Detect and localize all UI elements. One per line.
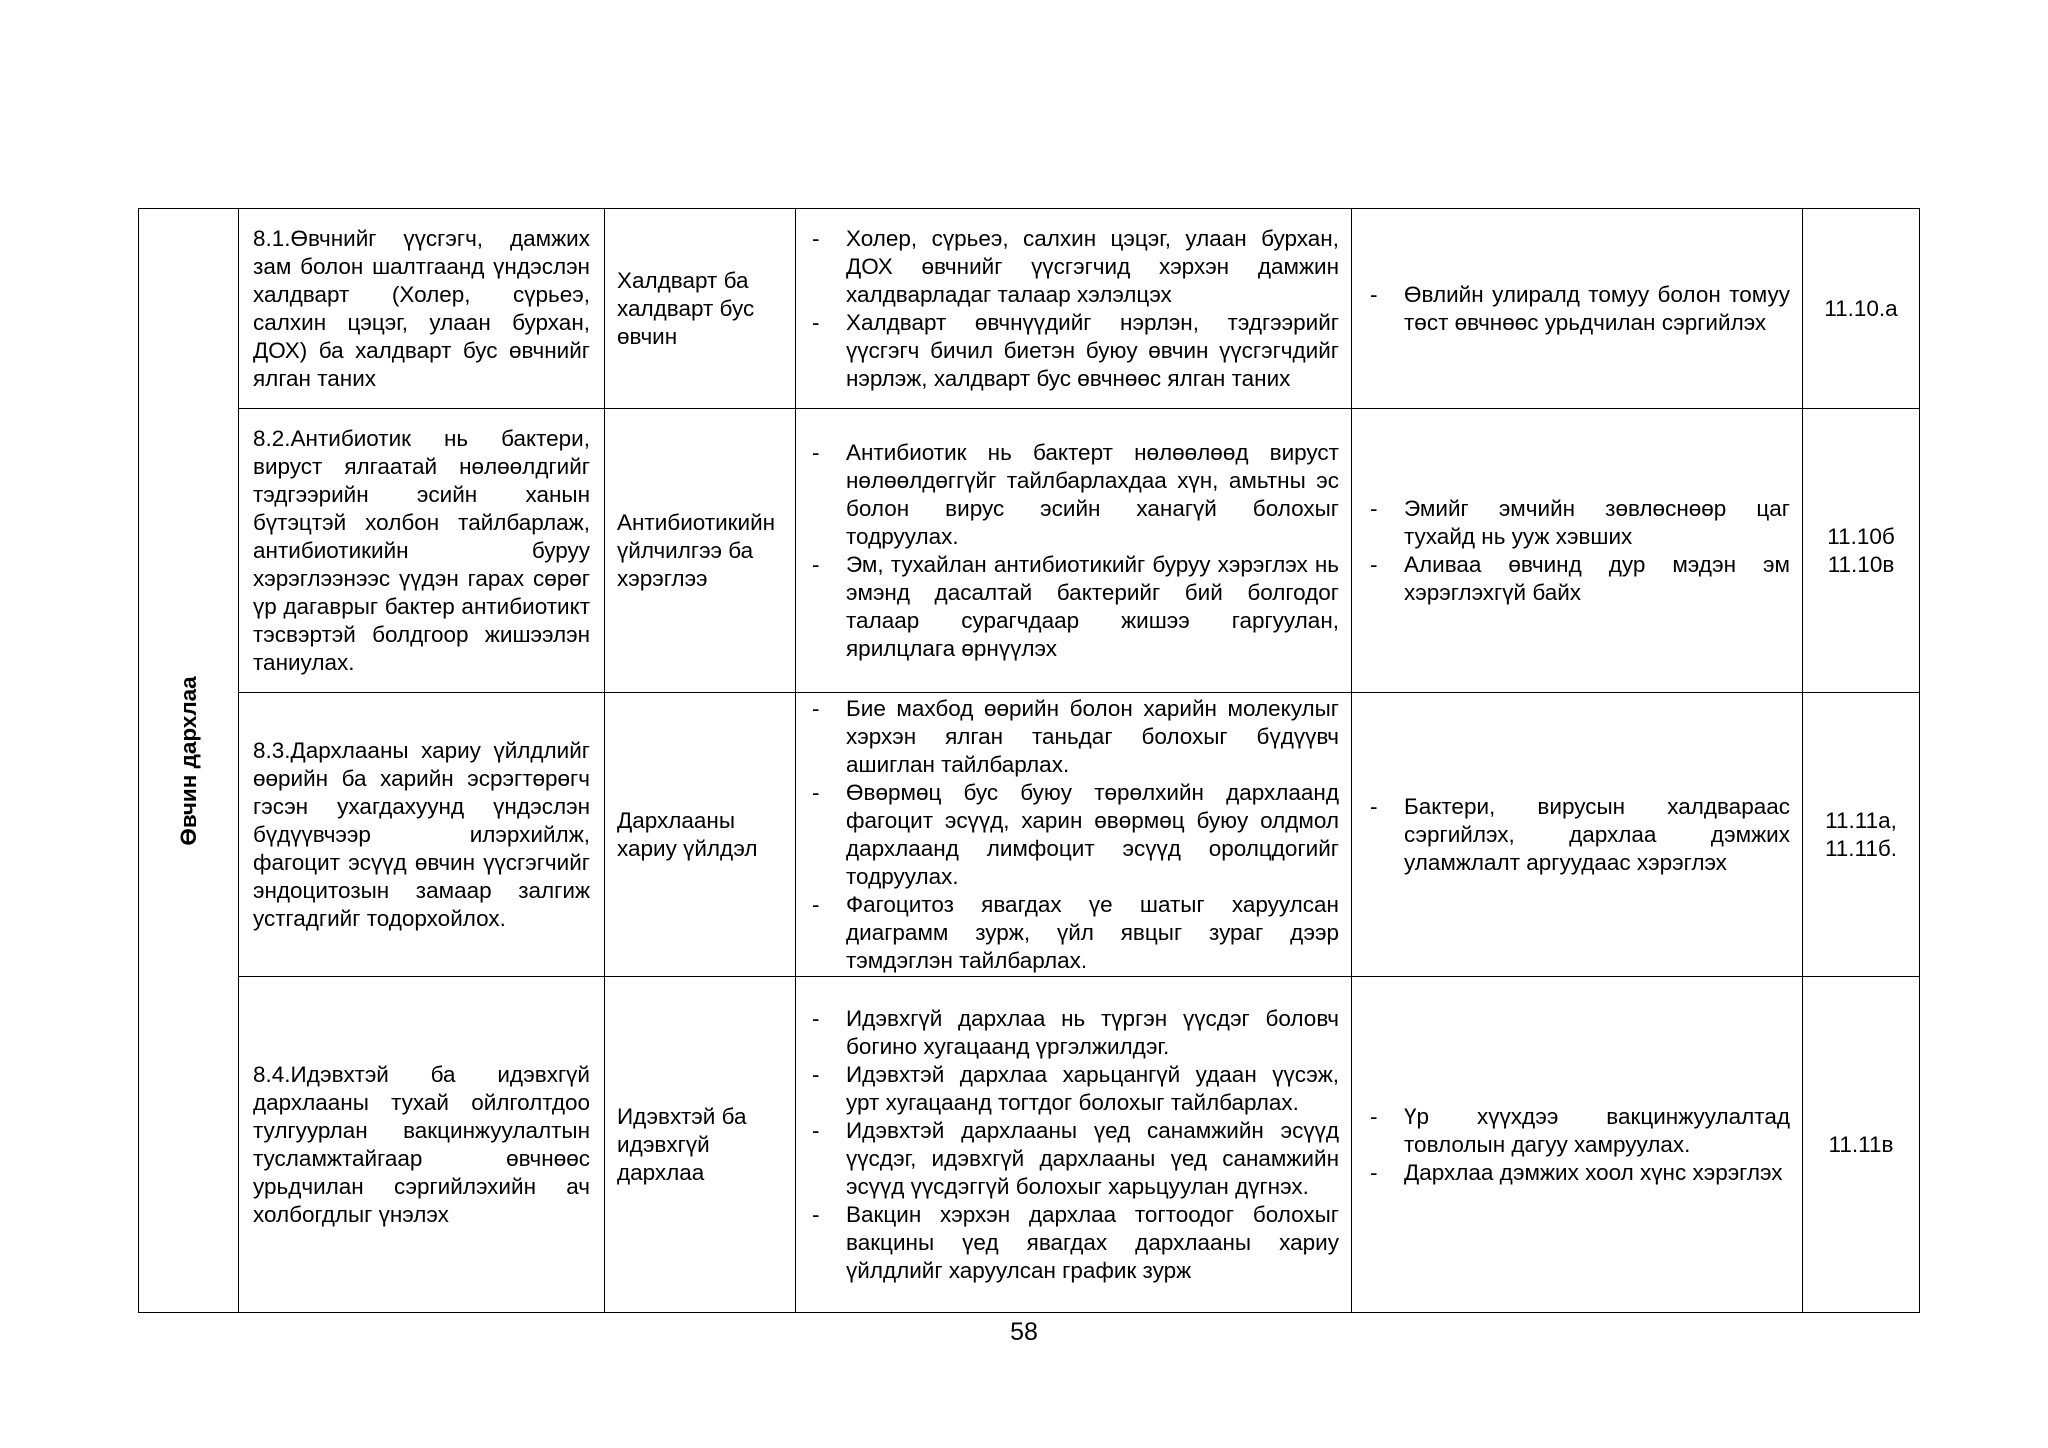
recommendations-cell [1352, 977, 1803, 1313]
dash-bullet: - [1370, 793, 1378, 819]
recommendations-cell [1352, 409, 1803, 693]
recommendations-list [1366, 281, 1790, 337]
code-text: 11.11в [1828, 1131, 1894, 1157]
objective-cell [239, 977, 605, 1313]
activity-text: Фагоцитоз явагдах үе шатыг харуулсан диаграмм зурж, үйл явцыг зураг дээр тэмдэглэн тайлбарлах. [846, 891, 1339, 973]
recommendation-text: Өвлийн улиралд томуу болон томуу төст өвчнөөс урьдчилан сэргийлэх [1404, 281, 1790, 335]
objective-text: 8.1.Өвчнийг үүсгэгч, дамжих зам болон шалтгаанд үндэслэн халдварт (Холер, сүрьеэ, салхин цэцэг, улаан бурхан, ДОХ) ба халдварт бус өвчнийг ялган таних [253, 225, 590, 391]
list-item [1366, 1103, 1790, 1159]
dash-bullet: - [1370, 495, 1378, 521]
topic-text: Халдварт ба халдварт бус өвчин [617, 267, 755, 349]
dash-bullet: - [1370, 1103, 1378, 1129]
table-row [139, 409, 1920, 693]
activity-text: Халдварт өвчнүүдийг нэрлэн, тэдгээрийг үүсгэгч бичил биетэн буюу өвчин үүсгэгчдийг нэрлэж, халдварт бус өвчнөөс ялган таних [846, 309, 1339, 391]
dash-bullet: - [812, 439, 820, 465]
activities-list [808, 1005, 1339, 1285]
topic-cell [605, 209, 796, 409]
dash-bullet: - [1370, 281, 1378, 307]
code-text: 11.10.а [1824, 295, 1898, 321]
list-item [1366, 495, 1790, 551]
recommendation-text: Бактери, вирусын халдвараас сэргийлэх, дархлаа дэмжих уламжлалт аргуудаас хэрэглэх [1404, 793, 1790, 875]
activities-list [808, 225, 1339, 393]
dash-bullet: - [812, 1061, 820, 1087]
list-item [808, 551, 1339, 663]
dash-bullet: - [812, 225, 820, 251]
code-cell [1803, 693, 1920, 977]
list-item [808, 779, 1339, 891]
topic-cell [605, 977, 796, 1313]
table-row [139, 977, 1920, 1313]
recommendation-text: Үр хүүхдээ вакцинжуулалтад товлолын дагуу хамруулах. [1404, 1103, 1790, 1157]
list-item [808, 225, 1339, 309]
objective-cell [239, 409, 605, 693]
recommendation-text: Дархлаа дэмжих хоол хүнс хэрэглэх [1404, 1159, 1783, 1185]
dash-bullet: - [812, 309, 820, 335]
list-item [1366, 281, 1790, 337]
list-item [808, 1005, 1339, 1061]
objective-cell [239, 693, 605, 977]
list-item [1366, 1159, 1790, 1187]
recommendations-list [1366, 495, 1790, 607]
list-item [808, 1061, 1339, 1117]
activity-text: Идэвхгүй дархлаа нь түргэн үүсдэг боловч богино хугацаанд үргэлжилдэг. [846, 1005, 1339, 1059]
objective-text: 8.4.Идэвхтэй ба идэвхгүй дархлааны тухай ойлголтдоо тулгуурлан вакцинжуулалтын тусламжтайгаар өвчнөөс урьдчилан сэргийлэхийн ач холбогдлыг үнэлэх [253, 1061, 590, 1227]
recommendations-list [1366, 793, 1790, 877]
list-item [808, 1117, 1339, 1201]
activity-text: Идэвхтэй дархлааны үед санамжийн эсүүд үүсдэг, идэвхгүй дархлааны үед санамжийн эсүүд үүсдэггүй болохыг харьцуулан дүгнэх. [846, 1117, 1339, 1199]
dash-bullet: - [1370, 551, 1378, 577]
activities-cell [796, 693, 1352, 977]
code-text: 11.10б [1827, 523, 1895, 549]
activity-text: Холер, сүрьеэ, салхин цэцэг, улаан бурхан, ДОХ өвчнийг үүсгэгчид хэрхэн дамжин халдварладаг талаар хэлэлцэх [846, 225, 1339, 307]
code-text: 11.11а, [1825, 807, 1897, 833]
section-cell [139, 209, 239, 1313]
table-row [139, 693, 1920, 977]
dash-bullet: - [812, 1005, 820, 1031]
dash-bullet: - [812, 1117, 820, 1143]
topic-text: Идэвхтэй ба идэвхгүй дархлаа [617, 1103, 747, 1185]
objective-cell [239, 209, 605, 409]
dash-bullet: - [812, 891, 820, 917]
activities-list [808, 439, 1339, 663]
dash-bullet: - [812, 551, 820, 577]
activity-text: Бие махбод өөрийн болон харийн молекулыг хэрхэн ялган таньдаг болохыг бүдүүвч ашиглан тайлбарлах. [846, 695, 1339, 777]
activities-cell [796, 977, 1352, 1313]
recommendation-text: Эмийг эмчийн зөвлөснөөр цаг тухайд нь ууж хэвших [1404, 495, 1790, 549]
table-row [139, 209, 1920, 409]
dash-bullet: - [812, 1201, 820, 1227]
list-item [808, 439, 1339, 551]
list-item [808, 1201, 1339, 1285]
topic-cell [605, 693, 796, 977]
code-cell [1803, 209, 1920, 409]
section-title: Өвчин дархлаа [175, 675, 201, 846]
list-item [808, 695, 1339, 779]
activity-text: Өвөрмөц бус буюу төрөлхийн дархлаанд фагоцит эсүүд, харин өвөрмөц буюу олдмол дархлаанд лимфоцит эсүүд оролцдогийг тодруулах. [846, 779, 1339, 889]
code-cell [1803, 409, 1920, 693]
recommendation-text: Аливаа өвчинд дур мэдэн эм хэрэглэхгүй байх [1404, 551, 1790, 605]
recommendations-list [1366, 1103, 1790, 1187]
objective-text: 8.2.Антибиотик нь бактери, вируст ялгаатай нөлөөлдгийг тэдгээрийн эсийн ханын бүтэцтэй холбон тайлбарлаж, антибиотикийн буруу хэрэглээнээс үүдэн гарах сөрөг үр дагаврыг бактер антибиотикт тэсвэртэй болдгоор жишээлэн таниулах. [253, 425, 590, 675]
recommendations-cell [1352, 693, 1803, 977]
code-text: 11.11б. [1824, 835, 1898, 861]
activity-text: Антибиотик нь бактерт нөлөөлөөд вируст нөлөөлдөггүйг тайлбарлахдаа хүн, амьтны эс болон вирус эсийн ханагүй болохыг тодруулах. [846, 439, 1339, 549]
list-item [808, 309, 1339, 393]
activities-cell [796, 209, 1352, 409]
curriculum-table [138, 208, 1920, 1313]
dash-bullet: - [812, 695, 820, 721]
activity-text: Идэвхтэй дархлаа харьцангүй удаан үүсэж, урт хугацаанд тогтдог болохыг тайлбарлах. [846, 1061, 1339, 1115]
activity-text: Вакцин хэрхэн дархлаа тогтоодог болохыг вакцины үед явагдах дархлааны хариу үйлдлийг харуулсан график зурж [846, 1201, 1339, 1283]
objective-text: 8.3.Дархлааны хариу үйлдлийг өөрийн ба харийн эсрэгтөрөгч гэсэн ухагдахуунд үндэслэн бүдүүвчээр илэрхийлж, фагоцит эсүүд өвчин үүсгэгчийг эндоцитозын замаар залгиж устгадгийг тодорхойлох. [253, 737, 590, 931]
topic-text: Дархлааны хариу үйлдэл [617, 807, 758, 861]
list-item [1366, 551, 1790, 607]
recommendations-cell [1352, 209, 1803, 409]
list-item [1366, 793, 1790, 877]
activity-text: Эм, тухайлан антибиотикийг буруу хэрэглэх нь эмэнд дасалтай бактерийг бий болгодог талаар сурагчдаар жишээ гаргуулан, ярилцлага өрнүүлэх [846, 551, 1339, 661]
dash-bullet: - [812, 779, 820, 805]
activities-list [808, 695, 1339, 975]
activities-cell [796, 409, 1352, 693]
code-text: 11.10в [1827, 551, 1895, 577]
page-number: 58 [1010, 1318, 1038, 1346]
code-cell [1803, 977, 1920, 1313]
list-item [808, 891, 1339, 975]
topic-text: Антибиотикийн үйлчилгээ ба хэрэглээ [617, 509, 776, 591]
dash-bullet: - [1370, 1159, 1378, 1185]
topic-cell [605, 409, 796, 693]
